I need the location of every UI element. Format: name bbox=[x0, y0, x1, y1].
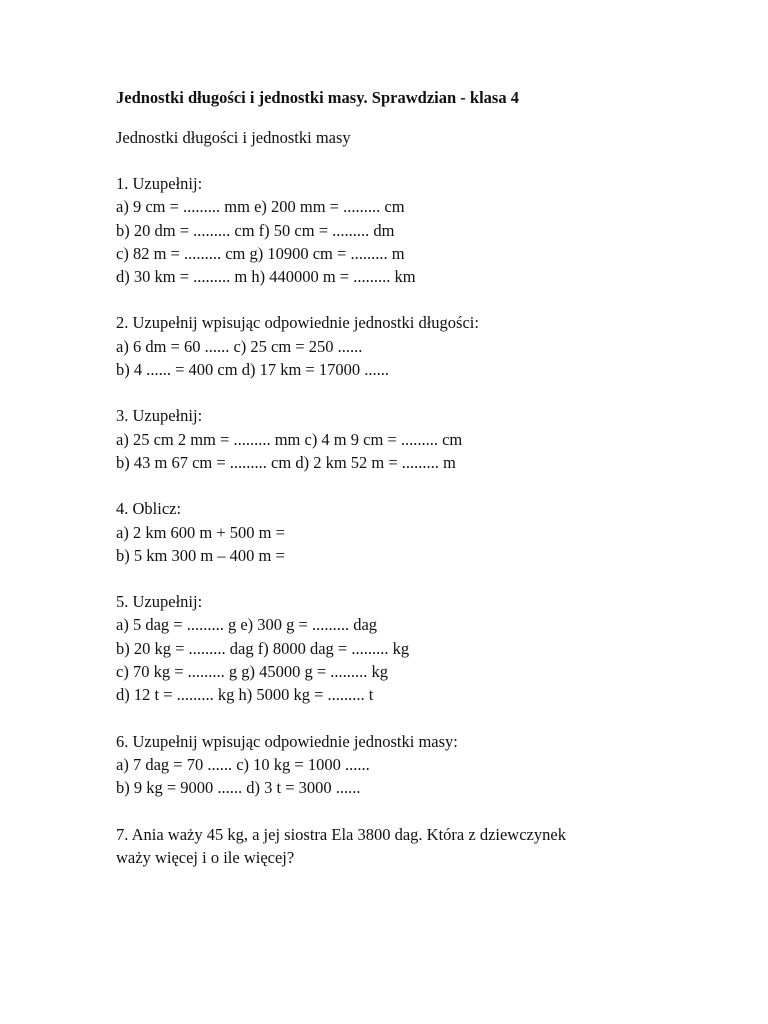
task-heading: 3. Uzupełnij: bbox=[116, 406, 203, 426]
task-line: a) 25 cm 2 mm = ......... mm c) 4 m 9 cm = ......... cm bbox=[116, 429, 463, 449]
task-heading: 7. Ania waży 45 kg, a jej siostra Ela 3800 dag. Która z dziewczynek bbox=[116, 824, 566, 844]
task-7 bbox=[116, 823, 676, 870]
document-subtitle: Jednostki długości i jednostki masy bbox=[116, 128, 351, 147]
document-page bbox=[116, 87, 676, 869]
task-line: a) 5 dag = ......... g e) 300 g = ......... dag bbox=[116, 615, 378, 635]
task-line: b) 20 kg = ......... dag f) 8000 dag = ......... kg bbox=[116, 638, 410, 658]
task-line: d) 30 km = ......... m h) 440000 m = ......... km bbox=[116, 267, 416, 287]
task-line: b) 4 ...... = 400 cm d) 17 km = 17000 ...... bbox=[116, 360, 389, 380]
task-line: d) 12 t = ......... kg h) 5000 kg = ......... t bbox=[116, 685, 374, 705]
task-3 bbox=[116, 404, 676, 474]
task-4 bbox=[116, 497, 676, 567]
task-line: b) 43 m 67 cm = ......... cm d) 2 km 52 m = ......... m bbox=[116, 452, 456, 472]
task-1 bbox=[116, 172, 676, 288]
task-6 bbox=[116, 730, 676, 800]
task-line: b) 20 dm = ......... cm f) 50 cm = ......... dm bbox=[116, 220, 395, 240]
document-title: Jednostki długości i jednostki masy. Sprawdzian - klasa 4 bbox=[116, 88, 519, 107]
task-2 bbox=[116, 311, 676, 381]
task-line: a) 9 cm = ......... mm e) 200 mm = ......... cm bbox=[116, 197, 405, 217]
task-heading: 5. Uzupełnij: bbox=[116, 592, 203, 612]
task-heading: 4. Oblicz: bbox=[116, 499, 182, 519]
task-line: b) 5 km 300 m – 400 m = bbox=[116, 545, 285, 565]
task-line: a) 6 dm = 60 ...... c) 25 cm = 250 ...... bbox=[116, 336, 363, 356]
task-heading: 1. Uzupełnij: bbox=[116, 174, 203, 193]
task-line: waży więcej i o ile więcej? bbox=[116, 847, 295, 867]
task-line: a) 7 dag = 70 ...... c) 10 kg = 1000 ...... bbox=[116, 754, 370, 774]
task-line: c) 70 kg = ......... g g) 45000 g = ......... kg bbox=[116, 662, 389, 682]
task-heading: 2. Uzupełnij wpisując odpowiednie jednostki długości: bbox=[116, 313, 479, 333]
task-line: c) 82 m = ......... cm g) 10900 cm = ......... m bbox=[116, 243, 405, 263]
task-heading: 6. Uzupełnij wpisując odpowiednie jednostki masy: bbox=[116, 731, 458, 751]
task-line: b) 9 kg = 9000 ...... d) 3 t = 3000 ...... bbox=[116, 778, 361, 798]
task-5 bbox=[116, 590, 676, 706]
task-line: a) 2 km 600 m + 500 m = bbox=[116, 522, 285, 542]
